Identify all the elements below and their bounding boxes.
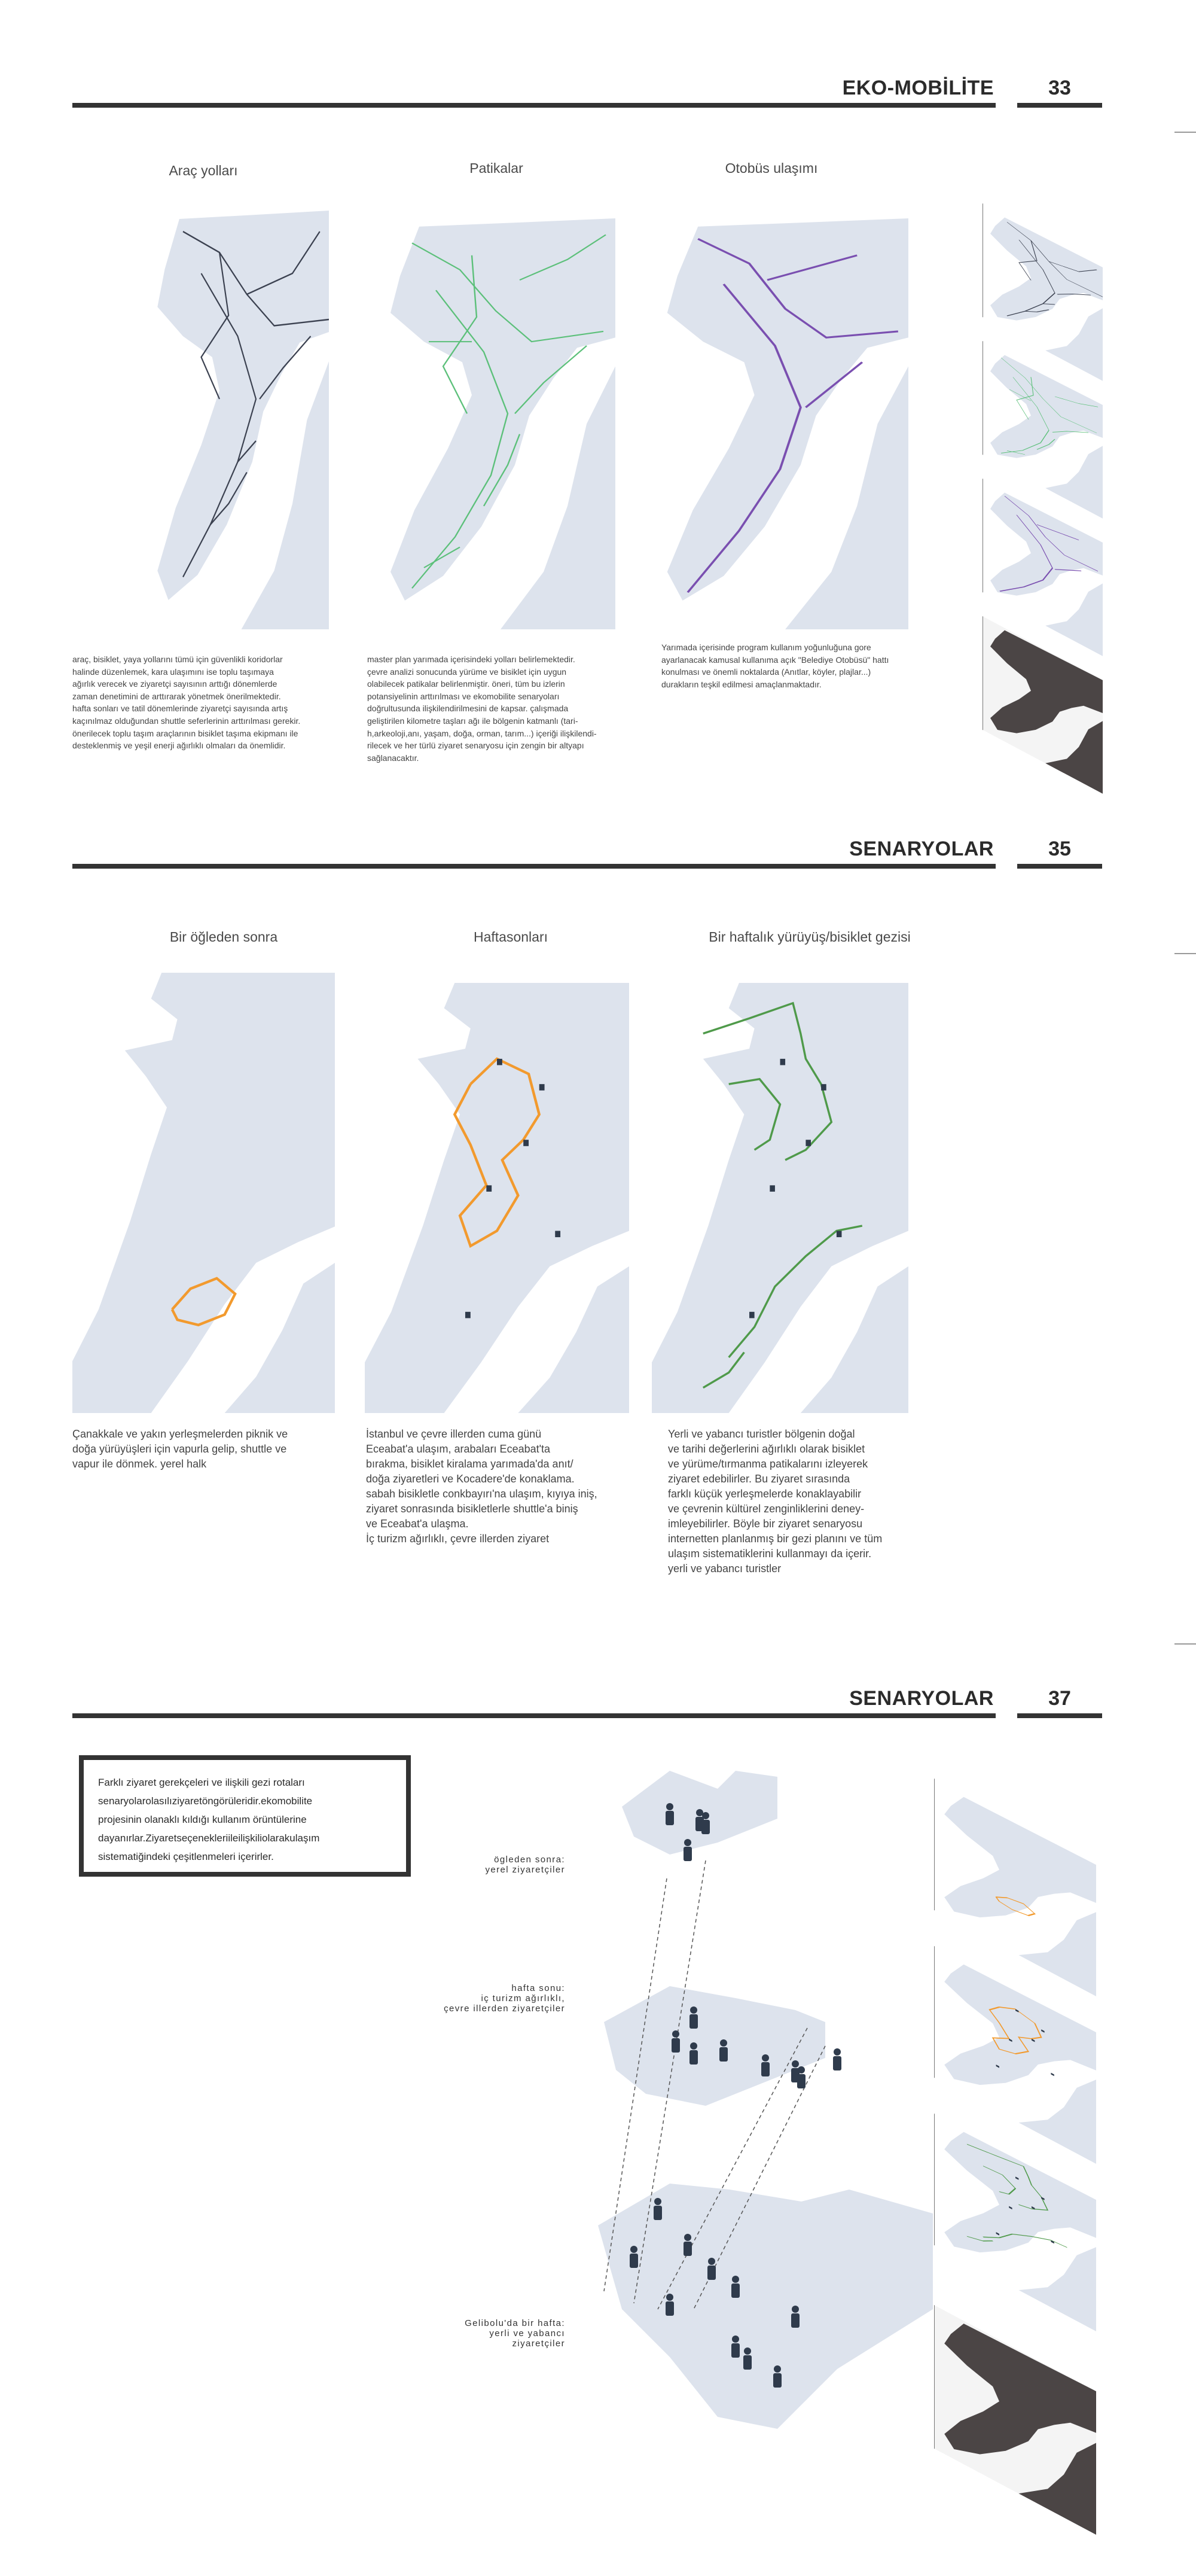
accommodation-marker — [486, 1185, 492, 1192]
accommodation-marker — [837, 1231, 842, 1237]
person-icon — [684, 1839, 692, 1861]
person-icon — [761, 2054, 770, 2076]
person-icon — [731, 2276, 740, 2298]
region-shape — [604, 1986, 825, 2106]
page-number-rule — [1017, 1713, 1102, 1718]
margin-mark — [1174, 1643, 1196, 1645]
person-icon — [707, 2258, 716, 2280]
land-shape — [157, 211, 329, 629]
person-icon — [743, 2347, 752, 2370]
accommodation-marker — [749, 1312, 755, 1319]
person-icon — [833, 2048, 841, 2070]
bus-route-map — [652, 218, 908, 629]
person-icon — [666, 2294, 674, 2316]
land-shape — [667, 218, 908, 629]
accommodation-marker — [539, 1084, 545, 1091]
map-title-bus: Otobüs ulaşımı — [725, 160, 818, 176]
accommodation-marker — [821, 1084, 826, 1091]
region-shape — [598, 2184, 933, 2429]
section-rule — [72, 864, 996, 869]
afternoon-description: Çanakkale ve yakın yerleşmelerden piknik ve doğa yürüyüşleri için vapurla gelip, shuttle ve vapur ile dönmek. yerel halk — [72, 1428, 288, 1470]
margin-mark — [1174, 953, 1196, 954]
person-icon — [791, 2306, 800, 2328]
accommodation-marker — [497, 1059, 502, 1065]
bus-description: Yarımada içerisinde program kullanım yoğunluğuna gore ayarlanacak kamusal kullanıma açık "Belediye Otobüsü" hattı konulması ve önemli noktalarda (Anıtlar, köyler, plajlar...) durakların teşkil edilmesi amaçlanmaktadır. — [661, 643, 889, 689]
map-title-roads: Araç yolları — [169, 163, 238, 178]
page-number-rule — [1017, 103, 1102, 108]
scenario-title-week: Bir haftalık yürüyüş/bisiklet gezisi — [709, 929, 911, 945]
visitor-scale-maps — [598, 1771, 933, 2441]
scenario-title-weekend: Haftasonları — [473, 929, 548, 945]
accommodation-marker — [465, 1312, 471, 1319]
page-number: 37 — [1048, 1687, 1071, 1710]
person-icon — [654, 2198, 662, 2220]
person-icon — [701, 1812, 710, 1834]
accommodation-marker — [806, 1140, 811, 1146]
page-number: 33 — [1048, 77, 1071, 99]
label-afternoon-visitors: ögleden sonra: yerel ziyaretçiler — [485, 1855, 565, 1875]
label-weekend-visitors: hafta sonu: iç turizm ağırlıklı, çevre illerden ziyaretçiler — [444, 1983, 565, 2014]
scenario-title-afternoon: Bir öğleden sonra — [169, 929, 278, 945]
accommodation-marker — [780, 1059, 786, 1065]
page-number: 35 — [1048, 838, 1071, 860]
person-icon — [719, 2039, 728, 2062]
accommodation-marker — [555, 1231, 560, 1237]
scenario-layer-stack — [928, 1767, 1104, 2514]
section-rule — [72, 1713, 996, 1718]
accommodation-marker — [523, 1140, 529, 1146]
section-rule — [72, 103, 996, 108]
paths-description: master plan yarımada içerisindeki yolları belirlemektedir. çevre analizi sonucunda yürüme ve bisiklet için uygun olabilecek patikalar belirlenmiştir. öneri, tüm bu izlerin potansiyelinin arttırılması ve ekomobilite senaryoları doğrultusunda ilişkilendirilmesini de kapsar. çalışmada geliştirilen kilometre taşları ağı ile bölgenin katmanlı (tari- h,arkeoloji,anı, yaşam, doğa, orman, tarım...) içeriği ilişkilendi- rilecek ve her türlü ziyaret senaryosu için zengin bir altyapı sağlanacaktır. — [367, 654, 597, 763]
person-icon — [672, 2030, 680, 2053]
person-icon — [666, 1803, 674, 1825]
weekend-description: İstanbul ve çevre illerden cuma günü Eceabat'a ulaşım, arabaları Eceabat'ta bırakma, bisiklet kiralama yarımada'da anıt/ doğa ziyaretleri ve Kocadere'de konaklama. sabah bisikletle conkbayırı'na ulaşım, kıyıya iniş, ziyaret sonrasında bisikletlerle shuttle'a biniş ve Eceabat'a ulaşma. İç turizm ağırlıklı, çevre illerden ziyaret — [366, 1428, 597, 1545]
person-icon — [773, 2365, 782, 2388]
week-scenario-map — [652, 983, 908, 1413]
section-title: SENARYOLAR — [849, 1687, 994, 1710]
person-icon — [797, 2066, 806, 2088]
person-icon — [684, 2234, 692, 2256]
accommodation-marker — [770, 1185, 775, 1192]
person-icon — [689, 2042, 698, 2065]
terrain-shape — [944, 2310, 1096, 2535]
paths-map — [376, 218, 615, 629]
label-week-visitors: Gelibolu'da bir hafta: yerli ve yabancı ziyaretçiler — [465, 2318, 565, 2349]
weekend-scenario-map — [365, 983, 629, 1413]
person-icon — [630, 2246, 638, 2268]
section-title: SENARYOLAR — [849, 838, 994, 860]
margin-mark — [1174, 132, 1196, 133]
afternoon-scenario-map — [72, 973, 335, 1413]
section-title: EKO-MOBİLİTE — [842, 77, 994, 99]
page-number-rule — [1017, 864, 1102, 869]
road-network-map — [147, 211, 329, 629]
person-icon — [731, 2336, 740, 2358]
week-description: Yerli ve yabancı turistler bölgenin doğal ve tarihi değerlerini ağırlıklı olarak bisiklet ve yürüme/tırmanma patikalarını izleyerek ziyaret edebilirler. Bu ziyaret sırasında farklı küçük yerleşmelerde konaklayabilir ve çevrenin kültürel zenginliklerini deney- imleyebilirler. Böyle bir ziyaret senaryosu internetten planlanmış bir gezi planını ve tüm ulaşım sistematiklerini kullanmayı da içerir. yerli ve yabancı turistler — [668, 1428, 883, 1575]
layer-terrain — [934, 2305, 1096, 2535]
roads-description: araç, bisiklet, yaya yollarını tümü için güvenlikli koridorlar halinde düzenlemek, kara ulaşımını ise toplu taşımaya ağırlık verecek ve ziyaretçi sayısının arttığı dönemlerde zaman denetimini de arttırarak yönetmek önerilmektedir. hafta sonları ve tatil dönemlerinde ziyaretçi sayısında artış kaçınılmaz olduğundan shuttle seferlerinin arttırılması gerekir. önerilecek toplu taşım araçlarının bisiklet taşıma ekipmanı ile desteklenmiş ve yeşil enerji ağırlıklı olmaları da önemlidir. — [72, 654, 301, 751]
person-icon — [689, 2006, 698, 2029]
layer-stack-diagram — [983, 197, 1104, 748]
scenario-intro-box: Farklı ziyaret gerekçeleri ve ilişkili gezi rotaları senaryolarolasılıziyaretöngörüleridir.ekomobilite projesinin olanaklı kıldığı kullanım örüntülerine dayanırlar.Ziyaretseçenekleriileilişkiliolarakulaşım sistematiğindeki çeşitlenmeleri içerirler. — [79, 1755, 411, 1877]
map-title-paths: Patikalar — [469, 160, 523, 176]
accommodation-marker — [1051, 2073, 1054, 2076]
